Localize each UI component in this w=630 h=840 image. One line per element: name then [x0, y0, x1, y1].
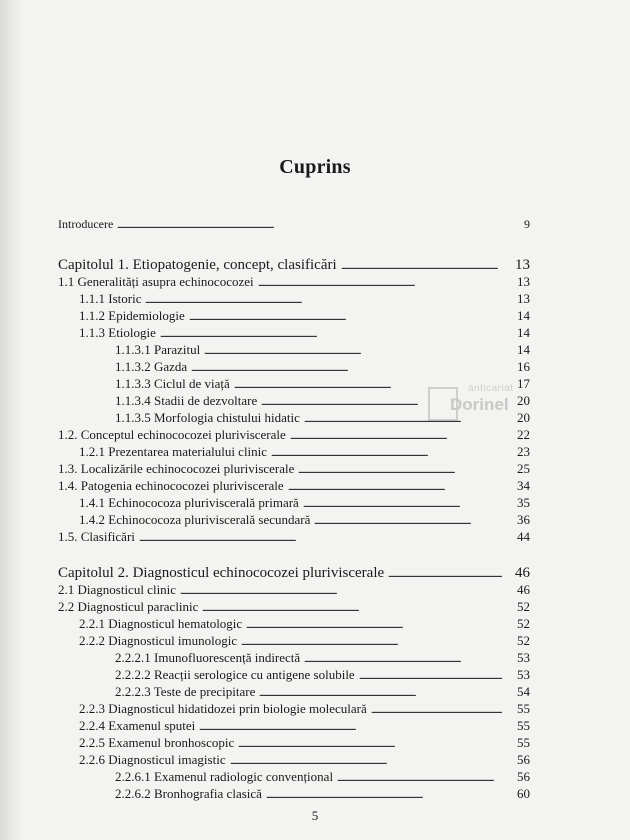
toc-entry-label: 1.2.1 Prezentarea materialului clinic: [79, 444, 268, 459]
page-number: 5: [311, 808, 319, 823]
watermark-main-text: Dorinel: [450, 395, 509, 414]
toc-entry[interactable]: [0, 512, 630, 528]
leader-dots: [241, 633, 530, 651]
toc-entry[interactable]: [0, 650, 630, 666]
toc-entry-page: 60: [502, 786, 530, 802]
leader-dots: [238, 735, 530, 753]
toc-entry-page: 46: [502, 564, 530, 582]
toc-entry-page: 16: [502, 359, 530, 375]
toc-entry[interactable]: [0, 684, 630, 700]
toc-entry[interactable]: [0, 582, 630, 598]
toc-entry-page: 23: [502, 444, 530, 460]
toc-entry-chapter-2[interactable]: [0, 564, 630, 582]
leader-dots: [180, 582, 530, 600]
toc-entry-label: 2.2 Diagnosticul paraclinic: [58, 599, 199, 614]
toc-entry[interactable]: [0, 410, 630, 426]
toc-entry[interactable]: [0, 495, 630, 511]
leader-dots: [191, 359, 530, 377]
leader-dots: [298, 461, 530, 479]
toc-entry-introducere[interactable]: [0, 216, 630, 232]
leader-dots: [204, 342, 530, 360]
toc-entry-label: 2.2.6.1 Examenul radiologic convențional: [115, 769, 334, 784]
leader-dots: [304, 410, 530, 428]
toc-entry-label: 1.1.3.3 Ciclul de viață: [115, 376, 230, 391]
leader-dots: [246, 616, 530, 634]
toc-entry-page: 13: [502, 256, 530, 274]
toc-entry[interactable]: [0, 393, 630, 409]
toc-entry-label: 2.2.1 Diagnosticul hematologic: [79, 616, 243, 631]
leader-dots: [160, 325, 530, 343]
toc-entry-label: 2.2.2.2 Reacții serologice cu antigene solubile: [115, 667, 355, 682]
toc-entry[interactable]: [0, 478, 630, 494]
toc-entry-label: 1.4.2 Echinococoza pluriviscerală secundară: [79, 512, 311, 527]
leader-dots: [145, 291, 530, 309]
leader-dots: [189, 308, 530, 326]
watermark-top-text: anticariat: [468, 383, 514, 394]
toc-entry-label: 1.1.3.1 Parazitul: [115, 342, 201, 357]
toc-entry-page: 53: [502, 650, 530, 666]
toc-entry-label: 1.3. Localizările echinococozei pluriviscerale: [58, 461, 295, 476]
toc-entry-page: 20: [502, 410, 530, 426]
leader-dots: [271, 444, 530, 462]
leader-dots: [139, 529, 530, 547]
leader-dots: [199, 718, 530, 736]
toc-entry-label: 2.2.5 Examenul bronhoscopic: [79, 735, 235, 750]
toc-entry[interactable]: [0, 633, 630, 649]
toc-entry-label: 2.2.6 Diagnosticul imagistic: [79, 752, 226, 767]
toc-entry-page: 52: [502, 599, 530, 615]
leader-dots: [117, 216, 530, 234]
toc-entry-label: 2.2.4 Examenul sputei: [79, 718, 196, 733]
toc-entry[interactable]: [0, 359, 630, 375]
toc-entry-label: 1.4. Patogenia echinococozei pluriviscerale: [58, 478, 284, 493]
toc-entry-label: 2.2.2.1 Imunofluorescență indirectă: [115, 650, 301, 665]
leader-dots: [314, 512, 530, 530]
toc-entry[interactable]: [0, 786, 630, 802]
toc-entry-page: 14: [502, 342, 530, 358]
toc-entry-page: 56: [502, 752, 530, 768]
leader-dots: [266, 786, 530, 804]
toc-entry-page: 55: [502, 701, 530, 717]
toc-entry[interactable]: [0, 718, 630, 734]
toc-entry-page: 55: [502, 718, 530, 734]
toc-entry[interactable]: [0, 599, 630, 615]
toc-entry-page: 46: [502, 582, 530, 598]
toc-entry-page: 55: [502, 735, 530, 751]
leader-dots: [258, 274, 530, 292]
leader-dots: [303, 495, 530, 513]
toc-entry[interactable]: [0, 274, 630, 290]
toc-entry[interactable]: [0, 667, 630, 683]
toc-entry-label: Introducere: [58, 217, 114, 231]
toc-entry-label: 1.5. Clasificări: [58, 529, 135, 544]
toc-entry-label: 2.2.6.2 Bronhografia clasică: [115, 786, 262, 801]
toc-entry[interactable]: [0, 444, 630, 460]
toc-entry[interactable]: [0, 376, 630, 392]
toc-entry-label: 1.1.2 Epidemiologie: [79, 308, 185, 323]
leader-dots: [261, 393, 530, 411]
toc-entry-page: 17: [502, 376, 530, 392]
toc-entry-page: 56: [502, 769, 530, 785]
toc-entry-page: 36: [502, 512, 530, 528]
toc-entry-label: 1.1.3.4 Stadii de dezvoltare: [115, 393, 258, 408]
toc-entry-chapter-1[interactable]: [0, 256, 630, 274]
toc-entry[interactable]: [0, 769, 630, 785]
leader-dots: [259, 684, 530, 702]
page-title: Cuprins: [279, 156, 351, 178]
toc-entry-page: 14: [502, 308, 530, 324]
toc-entry-label: 1.4.1 Echinococoza pluriviscerală primară: [79, 495, 299, 510]
toc-entry[interactable]: [0, 427, 630, 443]
toc-entry-page: 9: [502, 216, 530, 232]
leader-dots: [304, 650, 530, 668]
toc-entry-page: 22: [502, 427, 530, 443]
toc-entry[interactable]: [0, 616, 630, 632]
toc-entry[interactable]: [0, 308, 630, 324]
leader-dots: [290, 427, 530, 445]
toc-entry-page: 53: [502, 667, 530, 683]
toc-entry-page: 14: [502, 325, 530, 341]
leader-dots: [288, 478, 530, 496]
toc-entry-page: 13: [502, 274, 530, 290]
toc-entry-page: 44: [502, 529, 530, 545]
toc-entry-page: 34: [502, 478, 530, 494]
toc-entry[interactable]: [0, 325, 630, 341]
toc-entry-page: 13: [502, 291, 530, 307]
toc-entry[interactable]: [0, 735, 630, 751]
toc-entry-label: Capitolul 2. Diagnosticul echinococozei pluriviscerale: [58, 565, 385, 581]
toc-entry-label: 1.1 Generalități asupra echinococozei: [58, 274, 254, 289]
toc-entry-label: Capitolul 1. Etiopatogenie, concept, clasificări: [58, 257, 337, 273]
toc-entry-page: 52: [502, 633, 530, 649]
toc-entry-page: 54: [502, 684, 530, 700]
toc-entry-label: 2.2.2.3 Teste de precipitare: [115, 684, 256, 699]
toc-entry-page: 25: [502, 461, 530, 477]
toc-entry[interactable]: [0, 342, 630, 358]
toc-entry[interactable]: [0, 752, 630, 768]
toc-entry[interactable]: [0, 291, 630, 307]
toc-entry-label: 1.1.3.5 Morfologia chistului hidatic: [115, 410, 300, 425]
toc-entry-label: 1.1.3 Etiologie: [79, 325, 156, 340]
toc-entry-page: 35: [502, 495, 530, 511]
leader-dots: [202, 599, 530, 617]
toc-entry-label: 1.1.1 Istoric: [79, 291, 142, 306]
toc-entry-label: 2.2.3 Diagnosticul hidatidozei prin biologie moleculară: [79, 701, 367, 716]
toc-entry-label: 2.2.2 Diagnosticul imunologic: [79, 633, 238, 648]
toc-entry[interactable]: [0, 701, 630, 717]
toc-entry-page: 52: [502, 616, 530, 632]
leader-dots: [230, 752, 530, 770]
leader-dots: [234, 376, 530, 394]
toc-entry-page: 20: [502, 393, 530, 409]
toc-entry-label: 1.2. Conceptul echinococozei pluriviscerale: [58, 427, 286, 442]
toc-entry-label: 2.1 Diagnosticul clinic: [58, 582, 177, 597]
toc-entry[interactable]: [0, 461, 630, 477]
toc-entry[interactable]: [0, 529, 630, 545]
toc-entry-label: 1.1.3.2 Gazda: [115, 359, 188, 374]
